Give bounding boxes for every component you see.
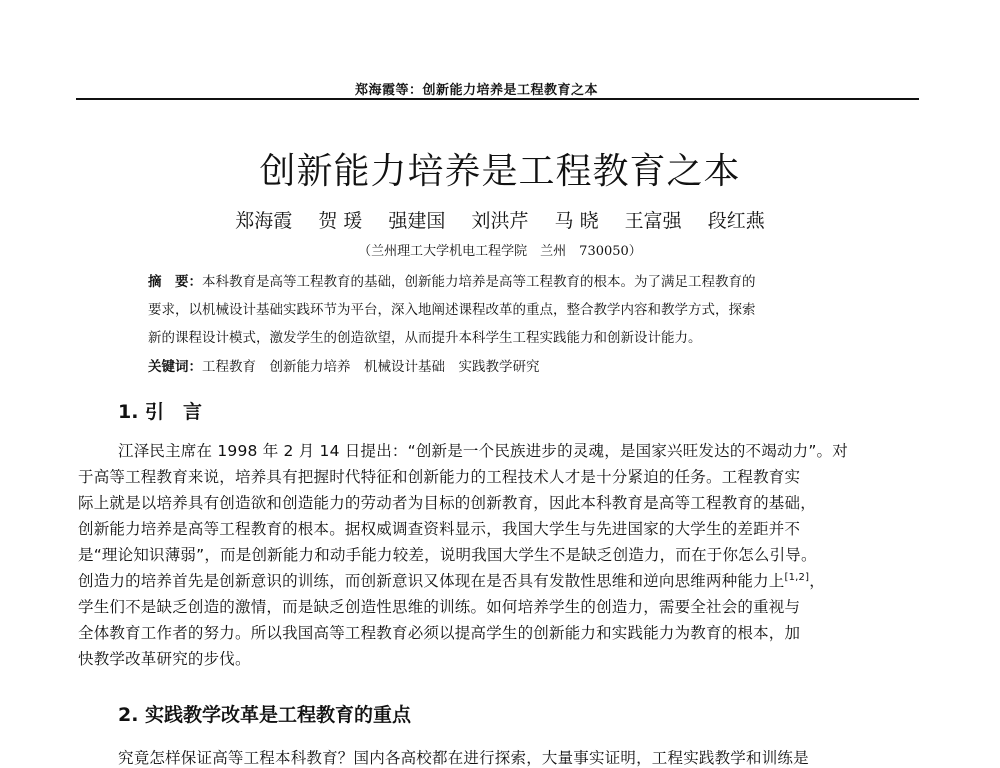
body-line: 是“理论知识薄弱”，而是创新能力和动手能力较差，说明我国大学生不是缺乏创造力，而在于你怎么引导。	[78, 546, 817, 564]
author: 王富强	[624, 210, 682, 232]
section-heading: 1. 引 言	[118, 401, 203, 423]
body-line: 际上就是以培养具有创造欲和创造能力的劳动者为目标的创新教育，因此本科教育是高等工程教育的基础，	[78, 494, 816, 512]
author: 马 晓	[554, 210, 599, 232]
author: 刘洪芹	[471, 210, 529, 232]
body-line: 究竟怎样保证高等工程本科教育？国内各高校都在进行探索，大量事实证明，工程实践教学和训练是	[118, 749, 809, 767]
header-rule	[76, 98, 919, 100]
body-line: 于高等工程教育来说，培养具有把握时代特征和创新能力的工程技术人才是十分紧迫的任务。工程教育实	[78, 468, 801, 486]
body-line: 创新能力培养是高等工程教育的根本。据权威调查资料显示，我国大学生与先进国家的大学生的差距并不	[78, 520, 801, 538]
author: 贺 瑗	[318, 210, 363, 232]
keywords-text: 工程教育 创新能力培养 机械设计基础 实践教学研究	[202, 359, 540, 375]
keywords-line	[148, 355, 540, 375]
abstract-text: 本科教育是高等工程教育的基础，创新能力培养是高等工程教育的根本。为了满足工程教育的	[202, 274, 756, 290]
abstract-label: 摘 要：	[148, 274, 202, 290]
body-line	[78, 569, 825, 591]
body-line: 江泽民主席在 1998 年 2 月 14 日提出：“创新是一个民族进步的灵魂，是国家兴旺发达的不竭动力”。对	[118, 442, 848, 460]
body-line: 学生们不是缺乏创造的激情，而是缺乏创造性思维的训练。如何培养学生的创造力，需要全社会的重视与	[78, 598, 801, 616]
body-text: 创造力的培养首先是创新意识的训练，而创新意识又体现在是否具有发散性思维和逆向思维两种能力上	[78, 572, 785, 590]
body-line: 快教学改革研究的步伐。	[78, 650, 251, 668]
section-heading: 2. 实践教学改革是工程教育的重点	[118, 704, 412, 726]
abstract-line: 要求，以机械设计基础实践环节为平台，深入地阐述课程改革的重点，整合教学内容和教学方式，探索	[148, 302, 756, 318]
body-line: 全体教育工作者的努力。所以我国高等工程教育必须以提高学生的创新能力和实践能力为教育的根本，加	[78, 624, 801, 642]
author-list	[0, 206, 1000, 233]
citation: [1,2]	[784, 571, 810, 583]
affiliation: （兰州理工大学机电工程学院 兰州 730050）	[358, 244, 642, 259]
citation-tail: ，	[809, 572, 825, 590]
running-head: 郑海霞等：创新能力培养是工程教育之本	[355, 83, 599, 98]
abstract-line	[148, 270, 756, 290]
abstract-line: 新的课程设计模式，激发学生的创造欲望，从而提升本科学生工程实践能力和创新设计能力。	[148, 330, 702, 346]
author: 段红燕	[707, 210, 765, 232]
author: 强建国	[388, 210, 446, 232]
paper-title: 创新能力培养是工程教育之本	[259, 151, 741, 192]
keywords-label: 关键词：	[148, 359, 202, 375]
author: 郑海霞	[235, 210, 293, 232]
